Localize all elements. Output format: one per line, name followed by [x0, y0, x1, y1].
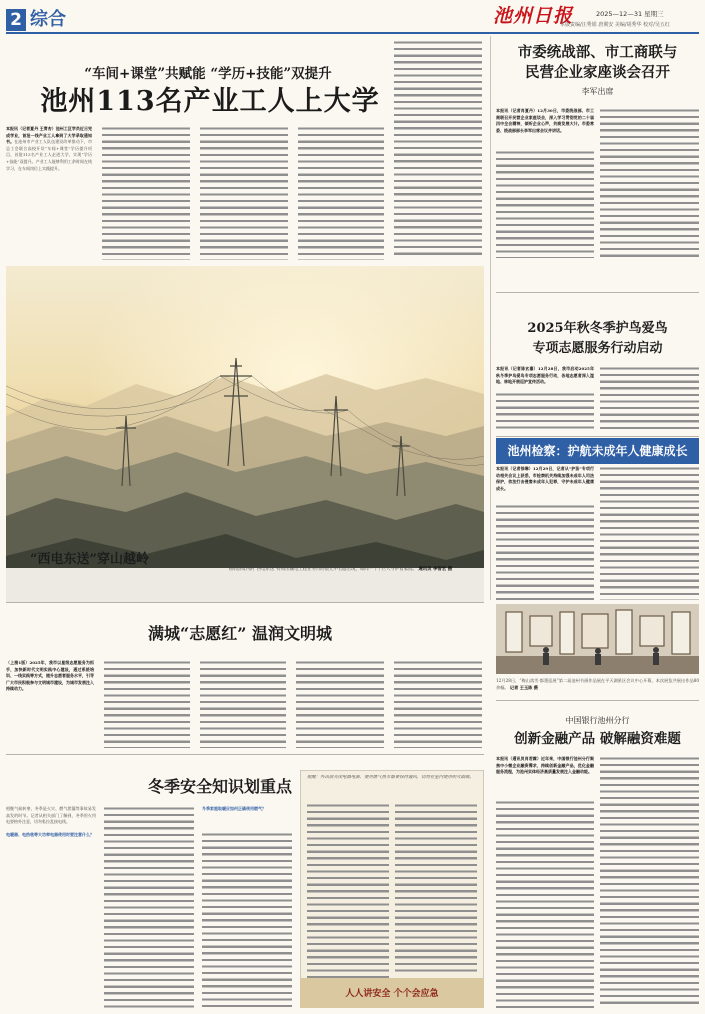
lead-col-5	[394, 40, 482, 258]
lead-title: 池州113名产业工人上大学	[40, 86, 380, 117]
meeting-subtitle: 李军出席	[581, 87, 614, 96]
civilization-col-2	[104, 660, 190, 748]
divider	[496, 436, 699, 437]
photo-title: “西电东送”穿山越岭	[30, 552, 149, 567]
lead-col-4	[298, 126, 384, 260]
winter-tip-col-1	[307, 803, 389, 993]
divider	[496, 700, 699, 701]
winter-col-3-lines	[202, 832, 292, 1008]
civilization-title: 满城“志愿红” 温润文明城	[148, 624, 332, 643]
procuratorate-title-bar	[496, 438, 699, 464]
winter-tip-col-2	[395, 803, 477, 973]
bank-title: 创新金融产品 破解融资难题	[514, 731, 681, 747]
civilization-col-1: （上接1版）2025年，我市以星级志愿服务为抓手，加快新时代文明实践中心建设，通过系统培训、一线实践等方式，提升志愿者服务水平，引导广大市民积极参与文明城市建设，为城市发展注入持续动力。	[6, 660, 94, 692]
procuratorate-col-2	[600, 466, 699, 600]
editor-credits: 本版责编/汪秀娟 唐翼安 美编/胡秀华 校对/吴五红	[560, 22, 670, 28]
safety-slogan: 人人讲安全 个个会应急	[345, 989, 439, 999]
paper-logo: 池州日报	[493, 5, 574, 27]
winter-tip-text: 提醒：外出前关闭电器电源，使用燃气热水器要保持通风，切勿在室内使用明火取暖。	[307, 775, 474, 780]
volunteer-col-1-lines	[496, 392, 594, 432]
lead-columns	[6, 126, 384, 260]
meeting-title-2: 民营企业家座谈会召开	[525, 64, 670, 81]
meeting-col-1-lines	[496, 150, 594, 258]
winter-col-2	[104, 806, 194, 1008]
winter-tip-box	[300, 770, 484, 1006]
civilization-col-4	[296, 660, 384, 748]
procuratorate-title: 池州检察：护航未成年人健康成长	[507, 444, 688, 458]
section-label: 综合	[30, 9, 66, 30]
bank-col-1-lines	[496, 800, 594, 1008]
masthead	[0, 0, 705, 34]
meeting-col-1: 本报讯（记者肖夏丹）12月30日，市委统战部、市工商联召开民营企业家座谈会，深入学习贯彻党的二十届四中全会精神，倾听企业心声，共商发展大计。市委常委、统战部部长李军出席会议并讲话。	[496, 108, 594, 133]
lead-kicker: “车间+课堂”共赋能 “学历+技能”双提升	[84, 66, 332, 82]
page-number-badge: 2	[6, 9, 26, 31]
winter-col-1: 相继气候转寒，冬季是火灾、燃气泄漏等事故易发高发的时节。记者从相关部门了解到，冬季用火用电要格外注意，切勿私拉乱接电线。 电暖器、电热毯等大功率电器使用时要注意什么？	[6, 806, 96, 838]
divider	[6, 602, 484, 603]
meeting-title-1: 市委统战部、市工商联与	[517, 44, 678, 61]
bank-col-2	[600, 756, 699, 1008]
bank-col-1: 本报讯（通讯员肖若霖）近年来，中国银行池州分行聚焦中小微企业融资需求，持续创新金融产品，优化金融服务流程，为池州实体经济高质量发展注入金融动能。	[496, 756, 594, 775]
civilization-col-5	[394, 660, 482, 748]
safety-slogan-banner	[300, 978, 484, 1008]
column-divider	[490, 36, 491, 600]
volunteer-title-1: 2025年秋冬季护鸟爱鸟	[527, 321, 668, 336]
photo-caption: 青阳县境内的“西电东送”特高压输电工程在冬日的晨光中若隐若现，如同一个个巨人守护着家园。 通讯员 李智宏 摄	[228, 567, 453, 572]
volunteer-col-1: 本报讯（记者陈玄嘉）12月28日，我市启动2025年秋冬季护鸟爱鸟专项志愿服务行动，各地志愿者深入湿地、林地开展巡护宣传活动。	[496, 366, 594, 385]
volunteer-col-2	[600, 366, 699, 432]
gallery-photo	[496, 604, 699, 674]
divider	[496, 292, 699, 293]
masthead-rule	[6, 32, 699, 34]
civilization-col-3	[200, 660, 286, 748]
exhibition-photo	[496, 604, 699, 674]
winter-title: 冬季安全知识划重点	[147, 777, 292, 796]
procuratorate-col-1: 本报讯（记者徐琳）12月29日，记者从“护苗”专项行动相关会议上获悉，市检察机关持续加强未成年人司法保护，依法打击侵害未成年人犯罪，守护未成年人健康成长。	[496, 466, 594, 491]
meeting-col-2	[600, 108, 699, 258]
procuratorate-col-1-lines	[496, 504, 594, 600]
bank-kicker: 中国银行池州分行	[565, 716, 630, 725]
lead-col-3	[200, 126, 288, 260]
lead-col-2	[102, 126, 190, 260]
exhibition-caption: 12月28日，“梅山落雪·都墨巡展”第二届池州书画作品展在平天湖景区会议中心开幕，本次展览共展出作品80余幅。 记者 王玉陈 摄	[496, 678, 699, 690]
issue-date: 2025—12—31 星期三	[596, 10, 664, 18]
divider	[6, 754, 484, 755]
winter-col-3: 冬季家庭取暖应如何正确使用燃气？	[202, 806, 266, 811]
lead-byline: 本报讯（记者夏丹 王青杏）池州工区学员近日完成学业，首批一线产业工人拿到了大学录取通知书。在池州市产业工人队伍建设改革推动下，市总工会联合高校开设“车间+课堂”学历提升项目，首批113名产业工人走进大学，实现“学历+技能”双提升。产业工人能够利用工余时间在线学习，在车间岗位上实践提升。	[6, 126, 92, 171]
volunteer-title-2: 专项志愿服务行动启动	[532, 341, 663, 356]
